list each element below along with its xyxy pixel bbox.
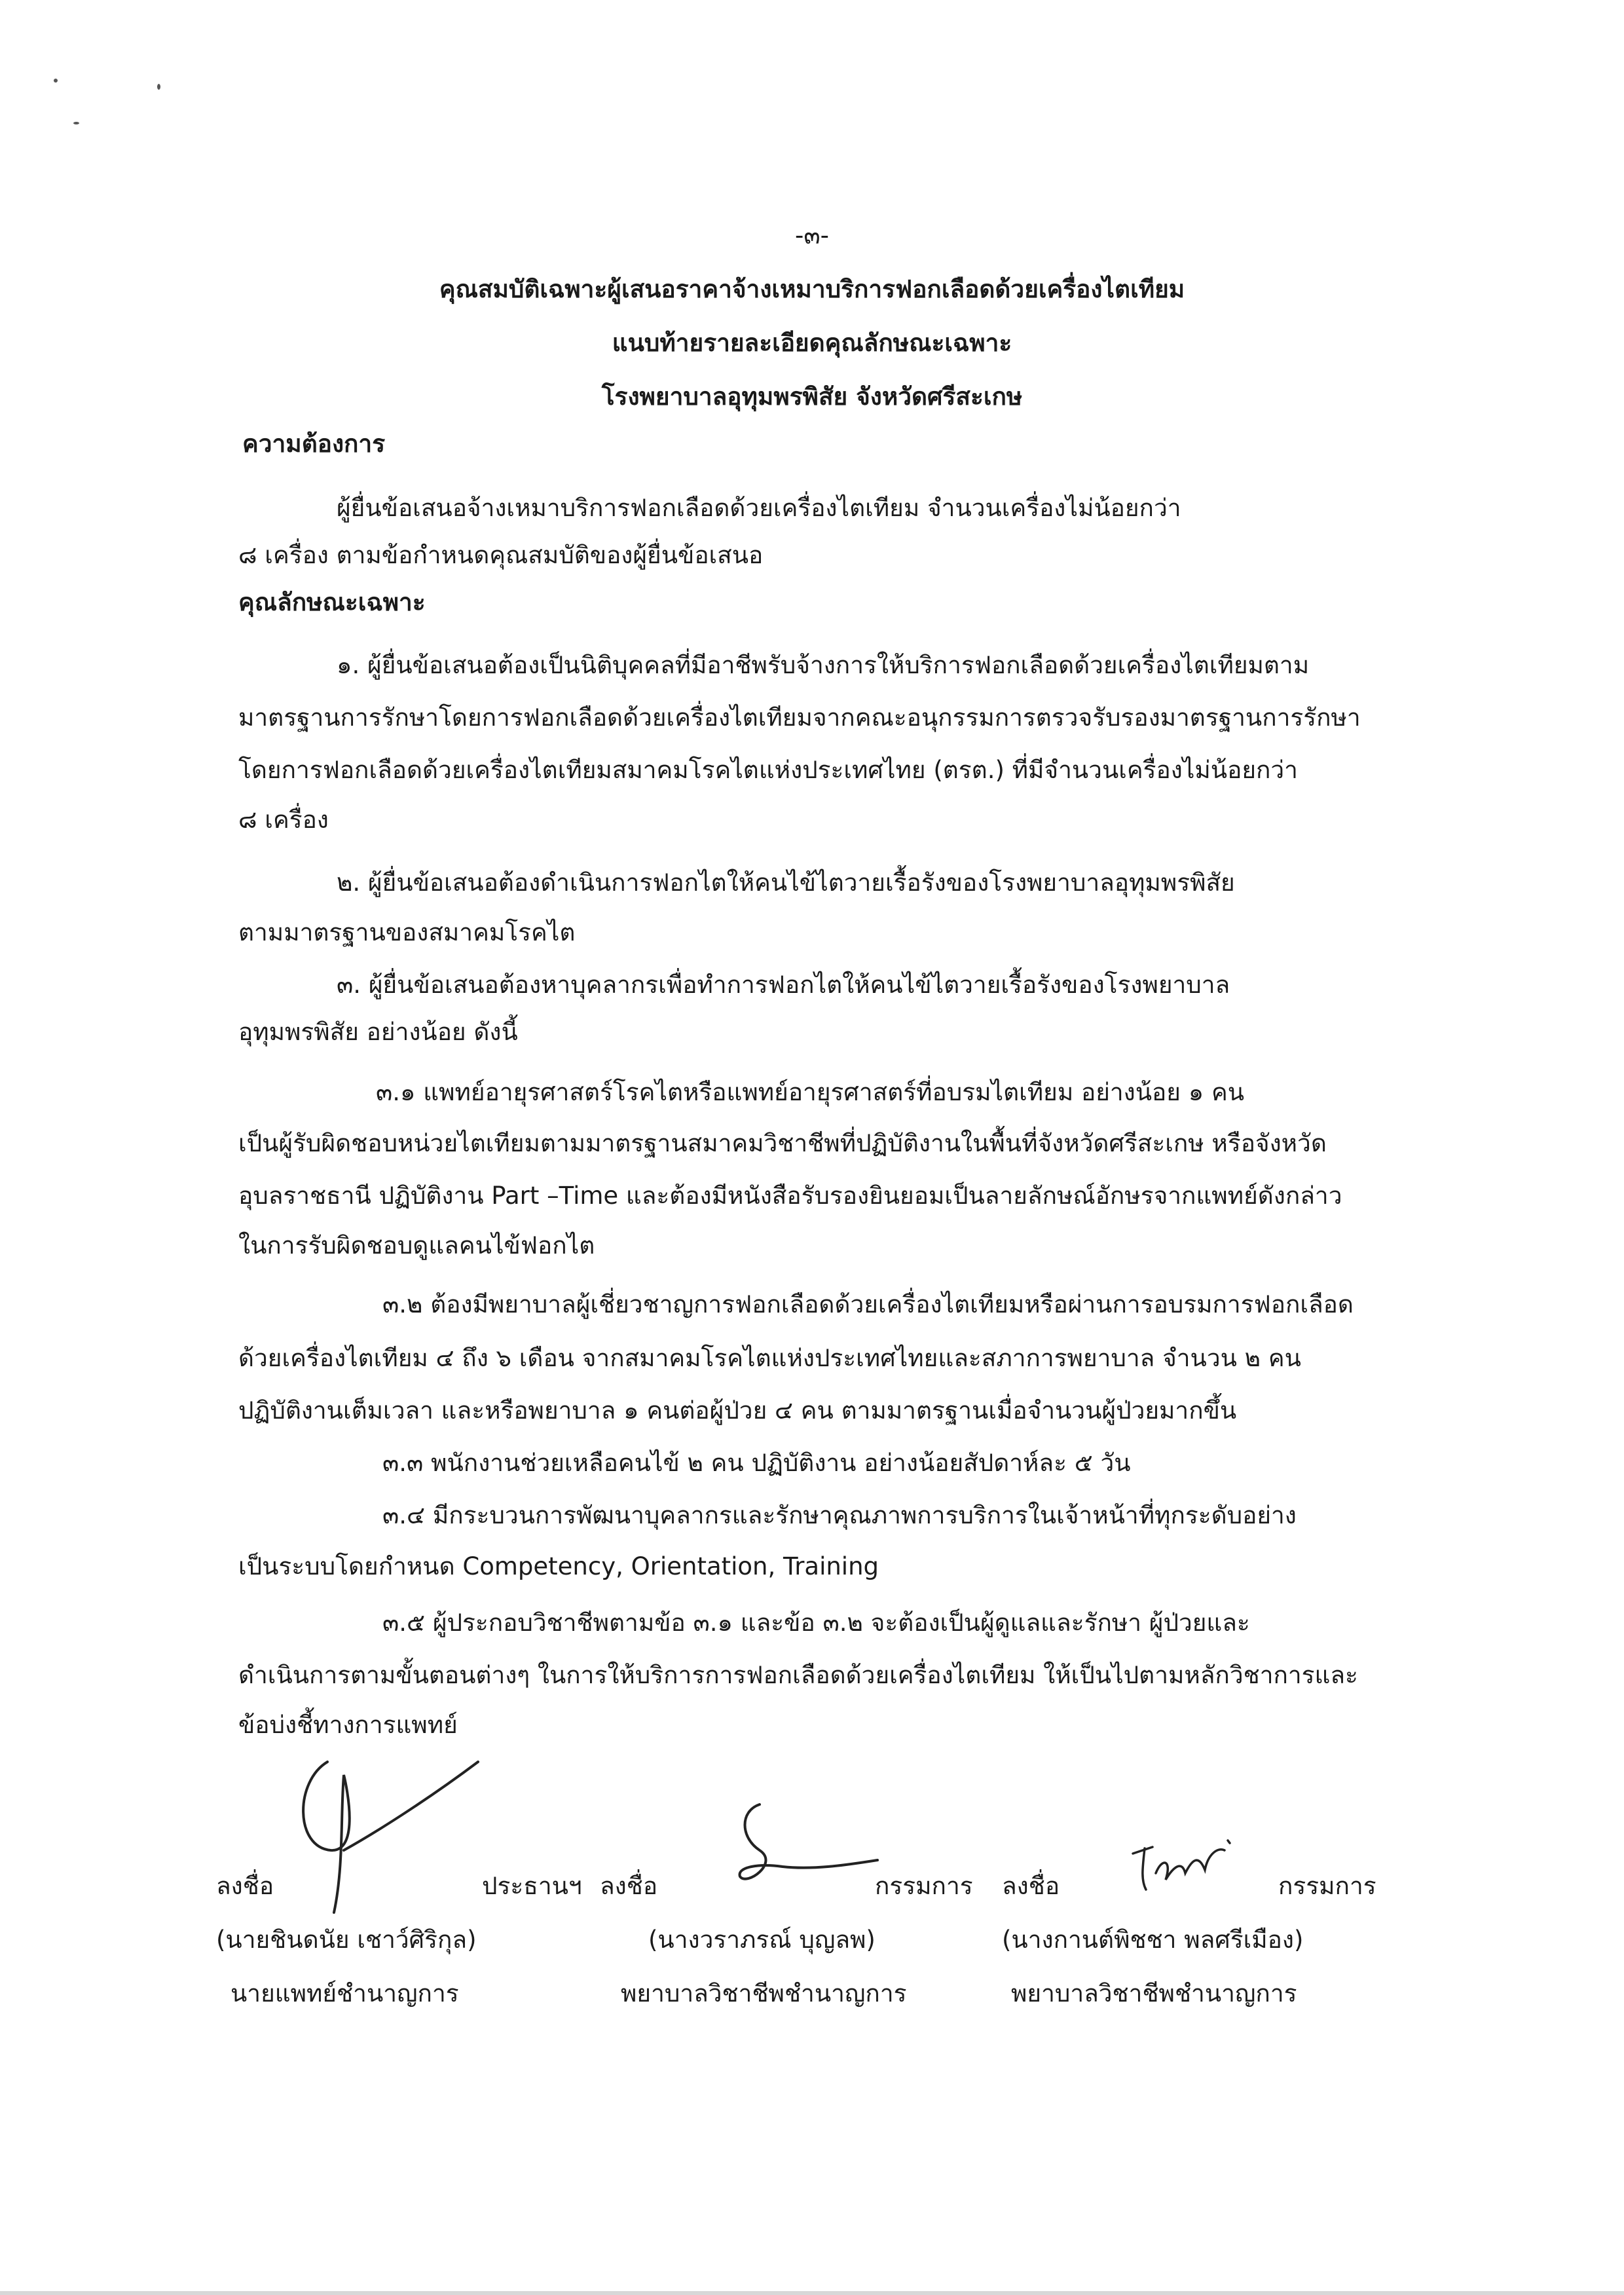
item-1-line: มาตรฐานการรักษาโดยการฟอกเลือดด้วยเครื่องไตเทียมจากคณะอนุกรรมการตรวจรับรองมาตรฐานการรักษา bbox=[238, 703, 1361, 732]
item-3-2-line: ๓.๒ ต้องมีพยาบาลผู้เชี่ยวชาญการฟอกเลือดด้วยเครื่องไตเทียมหรือผ่านการอบรมการฟอกเลือด bbox=[382, 1290, 1354, 1318]
signer-name-3: (นางกานต์พิชชา พลศรีเมือง) bbox=[1002, 1926, 1304, 1954]
signer-position-2: พยาบาลวิชาชีพชำนาญการ bbox=[621, 1979, 907, 2007]
scan-speck bbox=[73, 122, 79, 124]
signer-role-2: กรรมการ bbox=[875, 1872, 973, 1900]
item-3-5-line: ข้อบ่งชี้ทางการแพทย์ bbox=[238, 1711, 458, 1739]
section-heading-spec: คุณลักษณะเฉพาะ bbox=[238, 588, 426, 616]
item-1-line: โดยการฟอกเลือดด้วยเครื่องไตเทียมสมาคมโรคไตแห่งประเทศไทย (ตรต.) ที่มีจำนวนเครื่องไม่น้อยกว่า bbox=[238, 756, 1298, 784]
sign-label-1: ลงชื่อ bbox=[216, 1872, 274, 1900]
paragraph-line: ผู้ยื่นข้อเสนอจ้างเหมาบริการฟอกเลือดด้วยเครื่องไตเทียม จำนวนเครื่องไม่น้อยกว่า bbox=[337, 494, 1181, 522]
sign-label-3: ลงชื่อ bbox=[1002, 1872, 1060, 1900]
item-3-1-line: เป็นผู้รับผิดชอบหน่วยไตเทียมตามมาตรฐานสมาคมวิชาชีพที่ปฏิบัติงานในพื้นที่จังหวัดศรีสะเกษ หรือจังหวัด bbox=[238, 1129, 1327, 1157]
signer-name-1: (นายชินดนัย เชาว์ศิริกุล) bbox=[216, 1926, 477, 1954]
item-3-1-line: ในการรับผิดชอบดูแลคนไข้ฟอกไต bbox=[238, 1231, 595, 1259]
item-3-line: ๓. ผู้ยื่นข้อเสนอต้องหาบุคลากรเพื่อทำการฟอกไตให้คนไข้ไตวายเรื้อรังของโรงพยาบาล bbox=[337, 971, 1230, 999]
item-3-4-line: ๓.๔ มีกระบวนการพัฒนาบุคลากรและรักษาคุณภาพการบริการในเจ้าหน้าที่ทุกระดับอย่าง bbox=[382, 1501, 1297, 1529]
item-1-line: ๘ เครื่อง bbox=[238, 806, 329, 834]
item-3-5-line: ดำเนินการตามขั้นตอนต่างๆ ในการให้บริการการฟอกเลือดด้วยเครื่องไตเทียม ให้เป็นไปตามหลักวิชาการและ bbox=[238, 1661, 1358, 1689]
signer-name-2: (นางวราภรณ์ บุญลพ) bbox=[648, 1926, 876, 1954]
signer-role-3: กรรมการ bbox=[1278, 1872, 1376, 1900]
item-3-line: อุทุมพรพิสัย อย่างน้อย ดังนี้ bbox=[238, 1018, 518, 1046]
handwritten-signature-1 bbox=[282, 1736, 491, 1926]
document-title-line-1: คุณสมบัติเฉพาะผู้เสนอราคาจ้างเหมาบริการฟอกเลือดด้วยเครื่องไตเทียม bbox=[439, 275, 1185, 303]
scan-bottom-edge bbox=[0, 2291, 1624, 2295]
item-3-1-line: อุบลราชธานี ปฏิบัติงาน Part –Time และต้องมีหนังสือรับรองยินยอมเป็นลายลักษณ์อักษรจากแพทย์ดังกล่าว bbox=[238, 1182, 1342, 1210]
scan-speck bbox=[157, 84, 160, 90]
page-number: -๓- bbox=[795, 221, 829, 250]
item-3-1-line: ๓.๑ แพทย์อายุรศาสตร์โรคไตหรือแพทย์อายุรศาสตร์ที่อบรมไตเทียม อย่างน้อย ๑ คน bbox=[376, 1078, 1244, 1106]
item-3-5-line: ๓.๕ ผู้ประกอบวิชาชีพตามข้อ ๓.๑ และข้อ ๓.๒ จะต้องเป็นผู้ดูแลและรักษา ผู้ป่วยและ bbox=[382, 1609, 1250, 1637]
sign-label-2: ลงชื่อ bbox=[600, 1872, 658, 1900]
item-3-2-line: ปฏิบัติงานเต็มเวลา และหรือพยาบาล ๑ คนต่อผู้ป่วย ๔ คน ตามมาตรฐานเมื่อจำนวนผู้ป่วยมากขึ้น bbox=[238, 1396, 1237, 1425]
handwritten-signature-2 bbox=[720, 1788, 891, 1899]
signer-role-1: ประธานฯ bbox=[482, 1872, 582, 1900]
signer-position-1: นายแพทย์ชำนาญการ bbox=[231, 1979, 459, 2007]
item-2-line: ๒. ผู้ยื่นข้อเสนอต้องดำเนินการฟอกไตให้คนไข้ไตวายเรื้อรังของโรงพยาบาลอุทุมพรพิสัย bbox=[337, 868, 1235, 897]
item-3-2-line: ด้วยเครื่องไตเทียม ๔ ถึง ๖ เดือน จากสมาคมโรคไตแห่งประเทศไทยและสภาการพยาบาล จำนวน ๒ คน bbox=[238, 1344, 1301, 1372]
item-3-4-line: เป็นระบบโดยกำหนด Competency, Orientation, Training bbox=[238, 1552, 879, 1580]
section-heading-requirement: ความต้องการ bbox=[242, 430, 386, 458]
item-2-line: ตามมาตรฐานของสมาคมโรคไต bbox=[238, 918, 576, 946]
signer-position-3: พยาบาลวิชาชีพชำนาญการ bbox=[1011, 1979, 1297, 2007]
item-1-line: ๑. ผู้ยื่นข้อเสนอต้องเป็นนิติบุคคลที่มีอาชีพรับจ้างการให้บริการฟอกเลือดด้วยเครื่องไตเทียมตาม bbox=[337, 651, 1310, 679]
paragraph-line: ๘ เครื่อง ตามข้อกำหนดคุณสมบัติของผู้ยื่นข้อเสนอ bbox=[238, 541, 764, 569]
document-title-line-2: แนบท้ายรายละเอียดคุณลักษณะเฉพาะ bbox=[612, 329, 1012, 357]
item-3-3-line: ๓.๓ พนักงานช่วยเหลือคนไข้ ๒ คน ปฏิบัติงาน อย่างน้อยสัปดาห์ละ ๕ วัน bbox=[382, 1449, 1131, 1477]
handwritten-signature-3 bbox=[1126, 1834, 1244, 1906]
scan-speck bbox=[54, 79, 58, 83]
document-title-line-3: โรงพยาบาลอุทุมพรพิสัย จังหวัดศรีสะเกษ bbox=[601, 382, 1023, 411]
